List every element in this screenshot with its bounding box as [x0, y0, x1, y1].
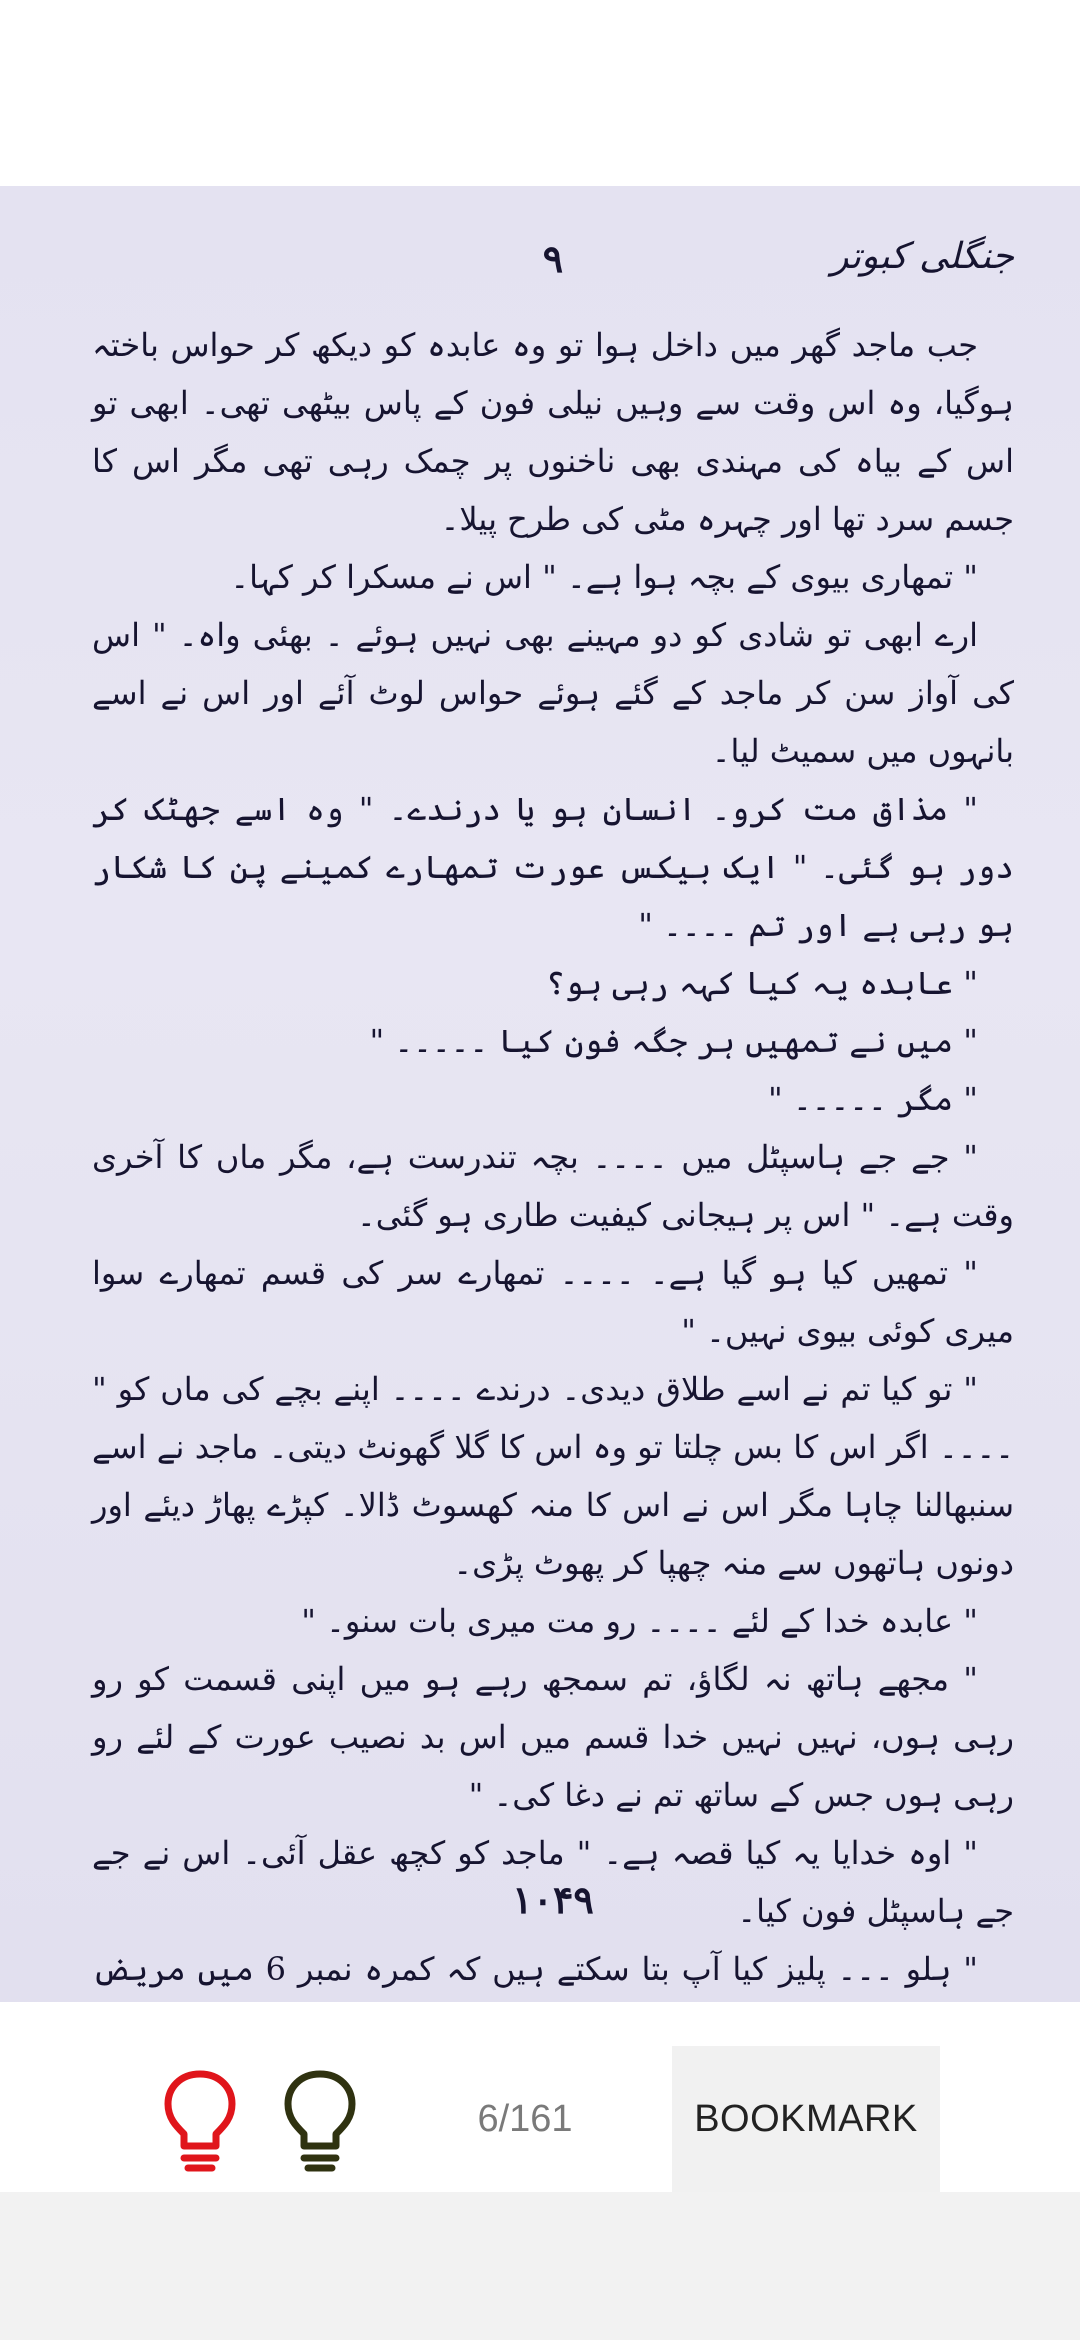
paragraph: " عابدہ یہ کیا کہہ رہی ہو؟ — [546, 964, 978, 1002]
paragraph: جب ماجد گھر میں داخل ہوا تو وہ عابدہ کو دیکھ کر حواس باختہ ہوگیا، وہ اس وقت سے وہیں نیلی فون کے پاس بیٹھی تھی۔ ابھی تو اس کے بیاہ کی مہندی بھی ناخنوں پر چمک رہی تھی مگر اس کا جسم سرد تھا اور چہرہ مٹی کی طرح پیلا۔ — [92, 326, 1015, 538]
paragraph: " ہلو ۔۔۔ پلیز کیا آپ بتا سکتے ہیں کہ کمرہ نمبر 6 میں مریض — [92, 1950, 979, 1988]
paragraph: " تمھیں کیا ہو گیا ہے۔ ۔۔۔۔ تمھارے سر کی قسم تمھارے سوا میری کوئی بیوی نہیں۔ " — [92, 1254, 1014, 1350]
paragraph: ارے ابھی تو شادی کو دو مہینے بھی نہیں ہوئے ۔ بھئی واہ۔ " اس کی آواز سن کر ماجد کے گئے ہوئے حواس لوٹ آئے اور اس نے اسے بانہوں میں سمیٹ لیا۔ — [92, 616, 1014, 770]
paragraph: " جے جے ہاسپٹل میں ۔۔۔۔ بچہ تندرست ہے، مگر ماں کا آخری وقت ہے۔ " اس پر ہیجانی کیفیت طاری ہو گئی۔ — [92, 1138, 1014, 1234]
bottom-blank-area — [0, 2192, 1080, 2340]
bookmark-button[interactable]: BOOKMARK — [672, 2046, 940, 2192]
paragraph: " مگر ۔۔۔۔۔ " — [768, 1080, 978, 1118]
paragraph: " تو کیا تم نے اسے طلاق دیدی۔ درندے ۔۔۔۔ اپنے بچے کی ماں کو " ۔۔۔۔ اگر اس کا بس چلتا تو وہ اس کا گلا گھونٹ دیتی۔ ماجد نے اسے سنبھالنا چاہا مگر اس نے اس کا منہ کھسوٹ ڈالا۔ کپڑے پھاڑ دیئے اور دونوں ہاتھوں سے منہ چھپا کر پھوٹ پڑی۔ — [92, 1370, 1015, 1582]
dark-mode-bulb-icon[interactable] — [280, 2068, 360, 2172]
paragraph: " اوہ خدایا یہ کیا قصہ ہے۔ " ماجد کو کچھ عقل آئی۔ اس نے جے جے ہاسپٹل فون کیا۔ — [92, 1834, 1014, 1930]
top-blank-area — [0, 0, 1080, 186]
page-counter: 6/161 — [477, 2098, 573, 2140]
page-content — [92, 236, 1015, 1988]
page-header — [92, 236, 1014, 316]
paragraph: " مجھے ہاتھ نہ لگاؤ، تم سمجھ رہے ہو میں اپنی قسمت کو رو رہی ہوں، نہیں نہیں خدا قسم میں اس بد نصیب عورت کے لئے رو رہی ہوں جس کے ساتھ تم نے دغا کی۔ " — [92, 1660, 1014, 1814]
paragraph: " عابدہ خدا کے لئے ۔۔۔۔ رو مت میری بات سنو۔ " — [301, 1602, 978, 1640]
paragraph: " میں نے تمھیں ہر جگہ فون کیا ۔۔۔۔۔ " — [369, 1022, 978, 1060]
page-footer-number: ۱۰۴۹ — [512, 1877, 594, 1922]
page-text — [92, 316, 1014, 2002]
light-mode-bulb-icon[interactable] — [160, 2068, 240, 2172]
page-scan-view[interactable] — [0, 186, 1080, 2002]
paragraph: " مذاق مت کرو۔ انسان ہو یا درندے۔ " وہ اسے جھٹک کر دور ہو گئی۔ " ایک بیکس عورت تمھارے کمینے پن کا شکار ہو رہی ہے اور تم ۔۔۔۔ " — [92, 790, 1014, 944]
paragraph: " تمھاری بیوی کے بچہ ہوا ہے۔ " اس نے مسکرا کر کہا۔ — [230, 558, 978, 596]
book-title: جنگلی کبوتر — [831, 236, 1014, 277]
reader-toolbar — [0, 2002, 1080, 2192]
page-number: ۹ — [542, 236, 564, 281]
